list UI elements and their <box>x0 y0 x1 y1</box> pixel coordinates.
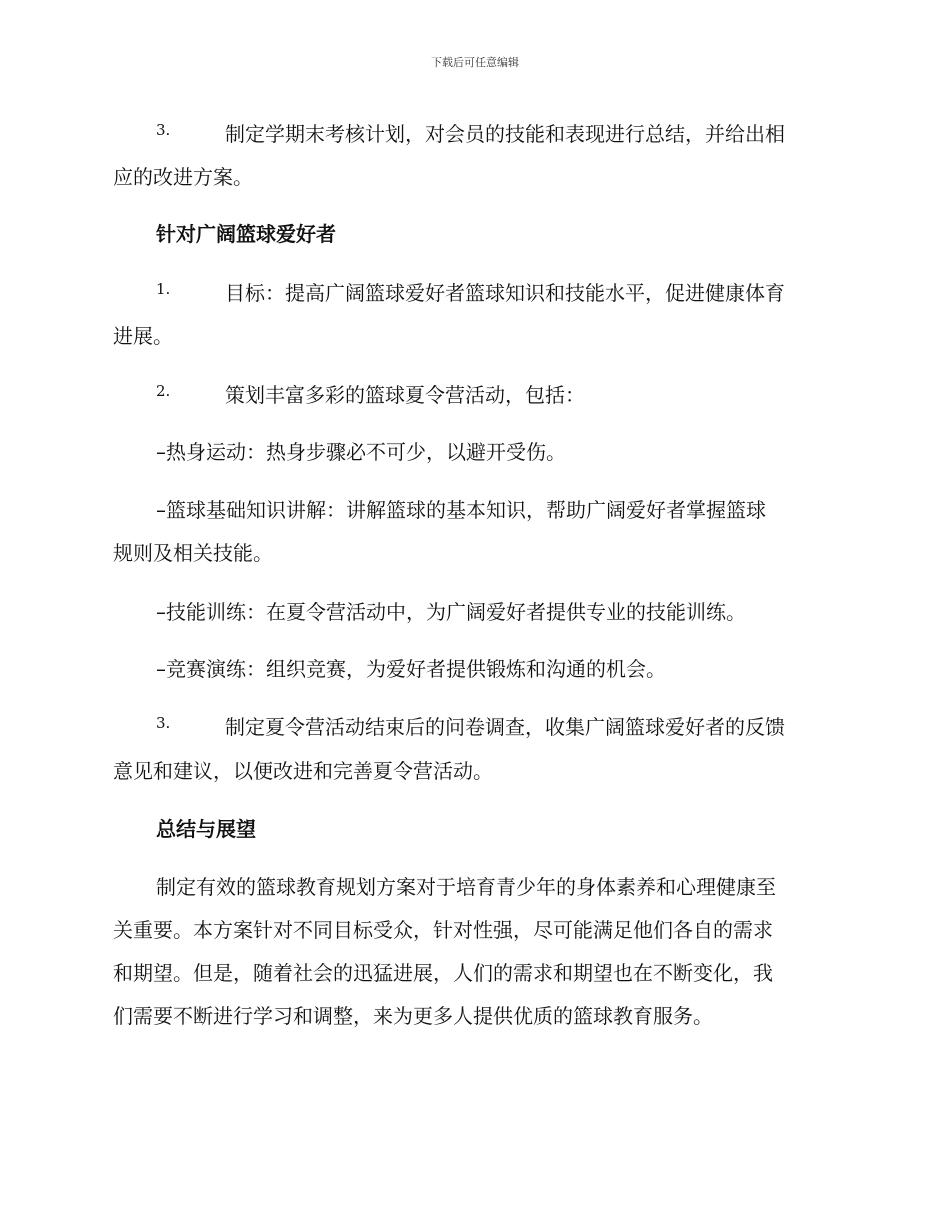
list-item-text: 制定夏令营活动结束后的问卷调查，收集广阔篮球爱好者的反馈 <box>225 715 785 739</box>
list-item-text-continued: 意见和建议，以便改进和完善夏令营活动。 <box>113 759 493 783</box>
summary-line: 们需要不断进行学习和调整，来为更多人提供优质的篮球教育服务。 <box>113 1004 713 1028</box>
list-number: 2. <box>156 382 171 400</box>
bullet-item: –热身运动：热身步骤必不可少，以避开受伤。 <box>156 440 566 464</box>
bullet-item: –技能训练：在夏令营活动中，为广阔爱好者提供专业的技能训练。 <box>156 600 746 624</box>
bullet-item: –竞赛演练：组织竞赛，为爱好者提供锻炼和沟通的机会。 <box>156 657 666 681</box>
bullet-item: –篮球基础知识讲解：讲解篮球的基本知识，帮助广阔爱好者掌握篮球 <box>156 498 766 522</box>
list-number: 3. <box>156 121 171 139</box>
list-item-text-continued: 应的改进方案。 <box>113 165 253 189</box>
page-header: 下载后可任意编辑 <box>431 56 519 69</box>
bullet-item-continued: 规则及相关技能。 <box>113 541 273 565</box>
list-number: 1. <box>156 280 171 298</box>
summary-line: 制定有效的篮球教育规划方案对于培育青少年的身体素养和心理健康至 <box>156 875 776 899</box>
list-number: 3. <box>156 714 171 732</box>
section-heading: 针对广阔篮球爱好者 <box>156 222 336 246</box>
list-item-text: 策划丰富多彩的篮球夏令营活动，包括： <box>225 383 585 407</box>
summary-line: 和期望。但是，随着社会的迅猛进展，人们的需求和期望也在不断变化，我 <box>113 961 773 985</box>
list-item-text: 制定学期末考核计划，对会员的技能和表现进行总结，并给出相 <box>225 122 785 146</box>
section-heading: 总结与展望 <box>156 817 256 841</box>
summary-line: 关重要。本方案针对不同目标受众，针对性强，尽可能满足他们各自的需求 <box>113 918 773 942</box>
list-item-text-continued: 进展。 <box>113 324 173 348</box>
list-item-text: 目标：提高广阔篮球爱好者篮球知识和技能水平，促进健康体育 <box>225 281 785 305</box>
